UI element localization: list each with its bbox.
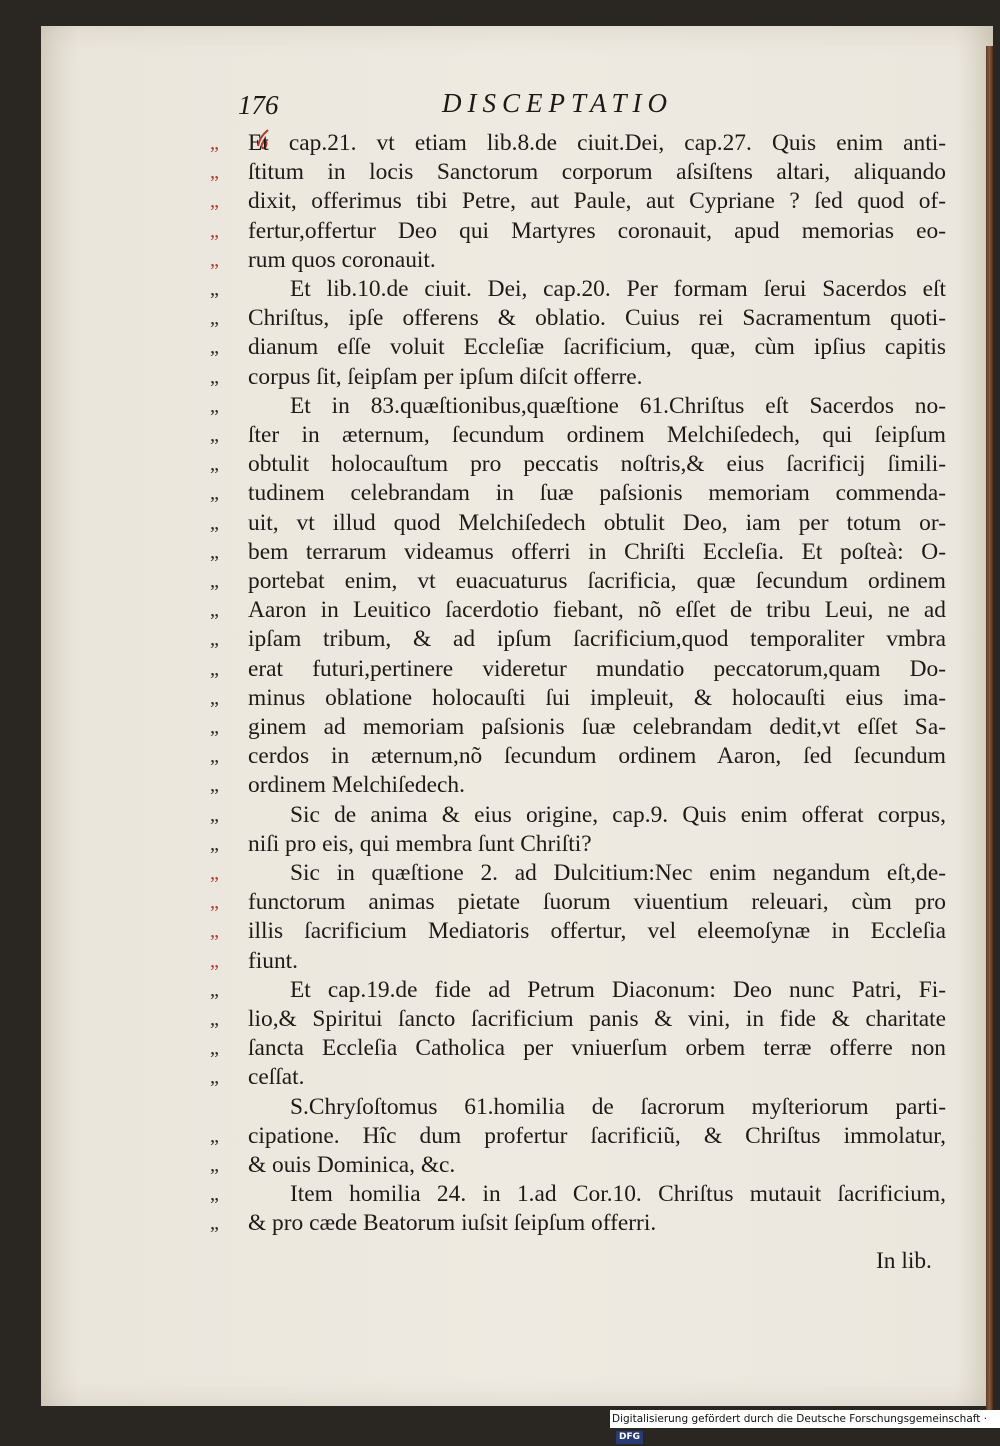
quotation-mark: „ [210,716,219,738]
text-line: Et in 83.quæſtionibus,quæſtione 61.Chriſtus eſt Sacerdos no- [290,393,946,419]
quotation-mark [210,1092,240,1122]
text-line: tudinem celebrandam in ſuæ paſsionis memoriam commenda- [248,480,946,506]
text-line: functorum animas pietate ſuorum viuentium releuari, cùm pro [248,889,946,915]
quotation-mark: „ [210,570,219,592]
quotation-mark: „ [210,278,219,300]
quotation-mark: „ [210,512,219,534]
text-line: fiunt. [248,948,299,974]
quotation-mark: „ [210,1037,219,1059]
quotation-mark: „ [210,628,219,650]
quotation-mark: „ [210,1066,219,1088]
quotation-mark: „ [210,862,219,884]
quotation-mark: „ [210,833,219,855]
quotation-mark: „ [210,1212,219,1234]
quotation-mark: „ [210,1008,219,1030]
quotation-mark: „ [210,599,219,621]
text-line: Et cap.21. vt etiam lib.8.de ciuit.Dei, cap.27. Quis enim anti- [248,130,946,156]
text-line: Et cap.19.de fide ad Petrum Diaconum: Deo nunc Patri, Fi- [290,977,946,1003]
page-number: 176 [238,90,279,120]
text-line: S.Chryſoſtomus 61.homilia de ſacrorum myſteriorum parti- [290,1094,946,1120]
text-line: ſter in æternum, ſecundum ordinem Melchiſedech, qui ſeipſum [248,422,946,448]
quotation-mark: „ [210,774,219,796]
credit-text: Digitalisierung gefördert durch die Deutsche Forschungsgemeinschaft · [612,1413,988,1425]
quotation-mark: „ [210,161,219,183]
digitization-credit [610,1410,1000,1442]
text-line: Et lib.10.de ciuit. Dei, cap.20. Per formam ſerui Sacerdos eſt [290,276,946,302]
quotation-mark: „ [210,1125,219,1147]
text-line: Chriſtus, ipſe offerens & oblatio. Cuius rei Sacramentum quoti- [248,305,946,331]
text-line: minus oblatione holocauſti ſui impleuit, & holocauſti eius ima- [248,685,946,711]
quotation-mark: „ [210,307,219,329]
quotation-mark: „ [210,1154,219,1176]
text-line: Item homilia 24. in 1.ad Cor.10. Chriſtus mutauit ſacrificium, [290,1181,946,1207]
text-line: obtulit holocauſtum pro peccatis noſtris,& eius ſacrificij ſimili- [248,451,946,477]
quotation-mark: „ [210,482,219,504]
text-line: Sic in quæſtione 2. ad Dulcitium:Nec enim negandum eſt,de- [290,860,946,886]
quotation-mark: „ [210,891,219,913]
quotation-mark: „ [210,658,219,680]
quotation-mark: „ [210,804,219,826]
text-line: illis ſacrificium Mediatoris offertur, vel eleemoſynæ in Eccleſia [248,918,946,944]
text-line: cerdos in æternum,nõ ſecundum ordinem Aaron, ſed ſecundum [248,743,946,769]
dfg-logo: DFG [616,1431,643,1444]
text-line: niſi pro eis, qui membra ſunt Chriſti? [248,831,592,857]
text-line: ipſam tribum, & ad ipſum ſacrificium,quod temporaliter vmbra [248,626,946,652]
text-line: dixit, offerimus tibi Petre, aut Paule, aut Cypriane ? ſed quod of- [248,188,946,214]
text-line: ſtitum in locis Sanctorum corporum aſsiſtens altari, aliquando [248,159,946,185]
text-line: ordinem Melchiſedech. [248,772,465,798]
quotation-mark: „ [210,745,219,767]
quotation-mark: „ [210,1183,219,1205]
quotation-mark: „ [210,920,219,942]
text-line: Sic de anima & eius origine, cap.9. Quis enim offerat corpus, [290,802,946,828]
quotation-mark: „ [210,979,219,1001]
text-line: & pro cæde Beatorum iuſsit ſeipſum offerri. [248,1210,657,1236]
running-head: DISCEPTATIO [442,88,673,118]
text-line: ceſſat. [248,1064,305,1090]
text-line: uit, vt illud quod Melchiſedech obtulit Deo, iam per totum or- [248,510,946,536]
text-line: fertur,offertur Deo qui Martyres coronauit, apud memorias eo- [248,218,946,244]
text-line: dianum eſſe voluit Eccleſiæ ſacrificium, quæ, cùm ipſius capitis [248,334,946,360]
text-line: portebat enim, vt euacuaturus ſacrificia, quæ ſecundum ordinem [248,568,946,594]
quotation-mark: „ [210,424,219,446]
text-line: rum quos coronauit. [248,247,436,273]
page-header [238,90,938,122]
text-line: & ouis Dominica, &c. [248,1152,456,1178]
quotation-mark: „ [210,950,219,972]
text-line: Aaron in Leuitico ſacerdotio fiebant, nõ eſſet de tribu Leui, ne ad [248,597,946,623]
text-line: bem terrarum videamus offerri in Chriſti Eccleſia. Et poſteà: O- [248,539,946,565]
quotation-mark: „ [210,249,219,271]
catchword: In lib. [876,1248,932,1274]
quotation-mark: „ [210,220,219,242]
text-line: erat futuri,pertinere videretur mundatio peccatorum,quam Do- [248,656,946,682]
quotation-mark: „ [210,541,219,563]
text-line: cipatione. Hîc dum profertur ſacrificiũ, & Chriſtus immolatur, [248,1123,946,1149]
quotation-mark: „ [210,190,219,212]
text-line: ſancta Eccleſia Catholica per vniuerſum orbem terræ offerre non [248,1035,946,1061]
quotation-mark: „ [210,395,219,417]
quotation-mark: „ [210,366,219,388]
book-spine-edge [986,46,993,1416]
quotation-mark: „ [210,453,219,475]
text-line: ginem ad memoriam paſsionis ſuæ celebrandam dedit,vt eſſet Sa- [248,714,946,740]
quotation-mark: „ [210,687,219,709]
quotation-mark: „ [210,132,219,154]
text-line: corpus ſit, ſeipſam per ipſum diſcit offerre. [248,364,643,390]
quotation-mark: „ [210,336,219,358]
text-line: lio,& Spiritui ſancto ſacrificium panis & vini, in fide & charitate [248,1006,946,1032]
